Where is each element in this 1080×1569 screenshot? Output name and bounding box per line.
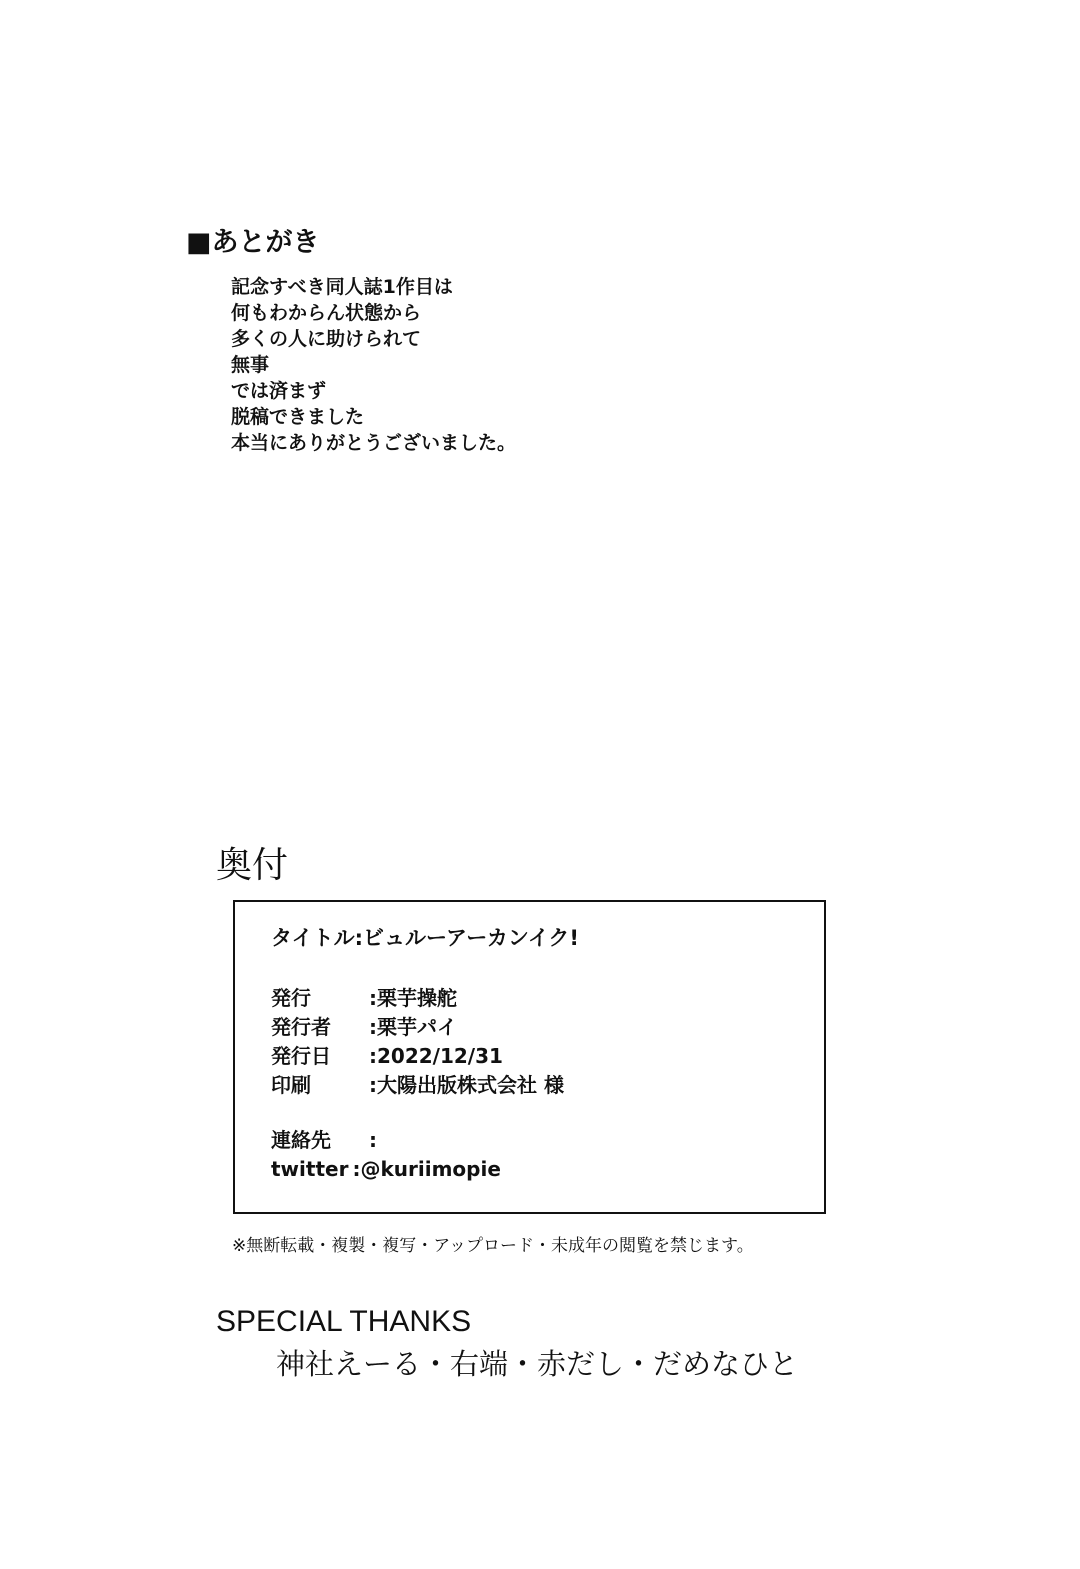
afterword-line: では済まず — [231, 380, 327, 402]
afterword-line: 多くの人に助けられて — [231, 328, 422, 350]
twitter-handle: :@kuriimopie — [352, 1157, 501, 1181]
afterword-line: 記念すべき同人誌1作目は — [231, 276, 453, 298]
copyright-notice: ※無断転載・複製・複写・アップロード・未成年の閲覧を禁じます。 — [232, 1236, 754, 1256]
special-thanks-heading: SPECIAL THANKS — [216, 1305, 472, 1338]
row-value: :大陽出版株式会社 様 — [369, 1073, 564, 1097]
twitter-label: twitter — [271, 1157, 349, 1181]
colophon-row-date — [271, 1042, 564, 1071]
afterword-heading: ■あとがき — [186, 227, 320, 258]
contact-row — [271, 1126, 501, 1155]
row-label: 印刷 — [271, 1073, 311, 1097]
colophon-rows — [271, 984, 564, 1100]
colophon-box — [233, 900, 826, 1214]
row-label: 発行日 — [271, 1044, 331, 1068]
contact-label: 連絡先 — [271, 1128, 331, 1152]
colophon-title: タイトル:ビュルーアーカンイク! — [271, 926, 579, 950]
afterword-line: 何もわからん状態から — [231, 302, 422, 324]
row-label: 発行 — [271, 986, 311, 1010]
row-label: 発行者 — [271, 1015, 331, 1039]
afterword-body — [231, 274, 516, 456]
contact-value: : — [369, 1128, 377, 1152]
afterword-line: 脱稿できました — [231, 406, 365, 428]
twitter-row — [271, 1155, 501, 1184]
special-thanks-names: 神社えーる・右端・赤だし・だめなひと — [276, 1347, 799, 1381]
colophon-row-publisher — [271, 984, 564, 1013]
afterword-line: 無事 — [231, 354, 270, 376]
contact-rows — [271, 1126, 501, 1184]
row-value: :栗芋パイ — [369, 1015, 457, 1039]
row-value: :栗芋操舵 — [369, 986, 457, 1010]
colophon-row-issuer — [271, 1013, 564, 1042]
afterword-line: 本当にありがとうございました。 — [231, 432, 517, 454]
row-value: :2022/12/31 — [369, 1044, 503, 1068]
colophon-row-printer — [271, 1071, 564, 1100]
colophon-heading: 奥付 — [216, 845, 289, 886]
